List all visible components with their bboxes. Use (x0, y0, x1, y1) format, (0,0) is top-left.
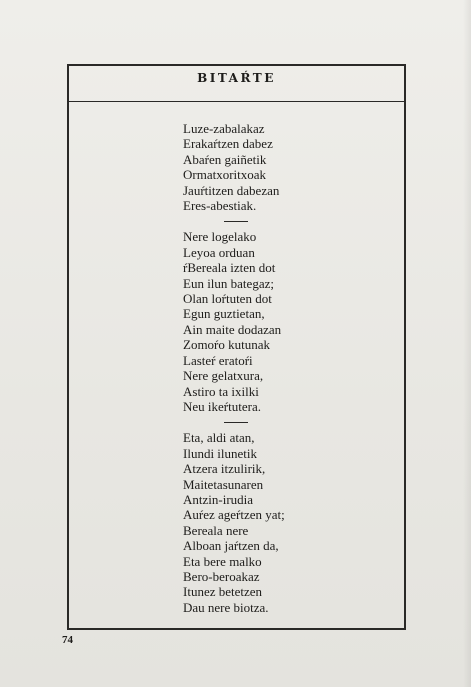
title-divider-rule (67, 101, 406, 102)
poem-line: Astiro ta ixilki (183, 383, 259, 399)
stanza-3 (183, 430, 343, 615)
poem-line: Neu ikeŕtutera. (183, 398, 261, 414)
stanza-2 (183, 229, 343, 414)
poem-line: Leyoa orduan (183, 244, 255, 260)
page-edge-shadow (463, 0, 471, 687)
poem-line: Maitetasunaren (183, 476, 264, 492)
poem-line: Nere logelako (183, 229, 257, 245)
poem-line: Eres-abestiak. (183, 198, 257, 214)
poem-line: Antzin-irudia (183, 491, 254, 507)
poem-body (183, 121, 343, 615)
poem-line: ŕBereala izten dot (183, 260, 276, 276)
poem-line: Ormatxoritxoak (183, 167, 267, 183)
poem-line: Luze-zabalakaz (183, 121, 265, 136)
poem-line: Jauŕtitzen dabezan (183, 182, 280, 198)
poem-line: Alboan jaŕtzen da, (183, 538, 279, 554)
stanza-divider (224, 422, 248, 423)
poem-line: Lasteŕ eratoŕi (183, 352, 253, 368)
poem-line: Zomoŕo kutunak (183, 337, 271, 353)
poem-line: Erakaŕtzen dabez (183, 136, 273, 152)
poem-line: Dau nere biotza. (183, 599, 269, 615)
stanza-divider (224, 221, 248, 222)
poem-line: Auŕez ageŕtzen yat; (183, 507, 285, 523)
poem-line: Bero-beroakaz (183, 568, 260, 584)
poem-line: Abaŕen gaiñetik (183, 151, 267, 167)
poem-line: Egun guztietan, (183, 306, 265, 322)
stanza-1 (183, 121, 343, 213)
poem-line: Atzera itzulirik, (183, 461, 266, 477)
poem-line: Eta, aldi atan, (183, 430, 255, 446)
poem-line: Eta bere malko (183, 553, 262, 569)
poem-line: Ain maite dodazan (183, 321, 282, 337)
poem-line: Ilundi ilunetik (183, 445, 258, 461)
poem-line: Itunez betetzen (183, 584, 263, 600)
poem-line: Nere gelatxura, (183, 368, 264, 384)
page-number: 74 (62, 634, 73, 646)
poem-line: Olan loŕtuten dot (183, 291, 272, 307)
page-title: BITAŔTE (197, 71, 276, 85)
poem-line: Eun ilun bategaz; (183, 275, 274, 291)
poem-line: Bereala nere (183, 522, 249, 538)
